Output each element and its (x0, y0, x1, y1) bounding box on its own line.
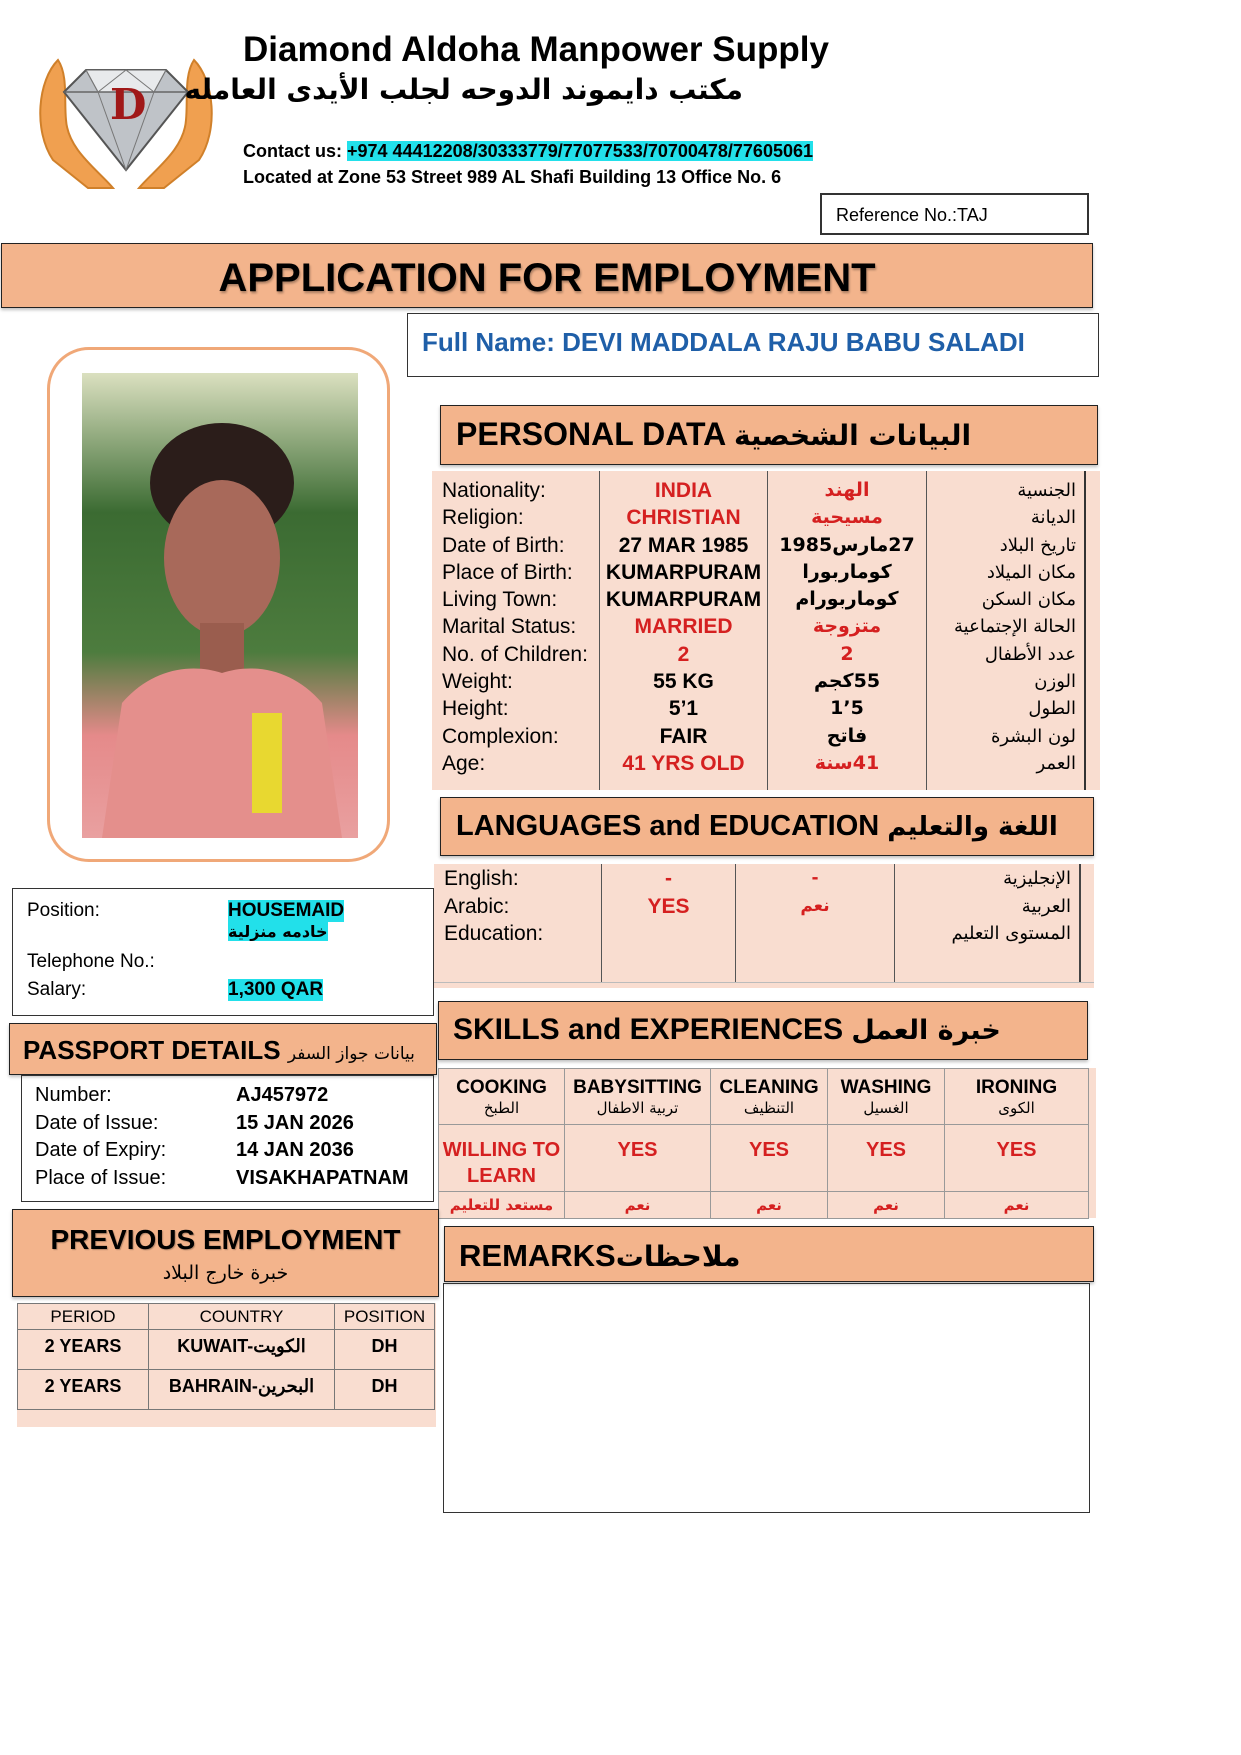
skill-value-arabic-cell (945, 1192, 1089, 1219)
personal-value-arabic: كوماربورام (795, 588, 899, 611)
skill-name-arabic: الغسيل (863, 1098, 909, 1117)
passport-title-arabic: بيانات جواز السفر (287, 1044, 415, 1064)
contact-numbers: +974 44412208/30333779/77077533/70700478/77605061 (347, 141, 813, 161)
previous-employment-title-arabic: خبرة خارج البلاد (162, 1262, 289, 1284)
personal-value: MARRIED (634, 615, 733, 639)
passport-label: Date of Expiry: (35, 1139, 167, 1161)
personal-label: Age: (442, 751, 486, 775)
personal-row (432, 504, 1100, 531)
passport-label: Date of Issue: (35, 1111, 159, 1134)
personal-row (432, 750, 1100, 777)
personal-value-arabic: متزوجة (812, 615, 882, 638)
personal-value: 55 KG (653, 670, 714, 694)
passport-header (9, 1023, 437, 1075)
position-value: HOUSEMAID (228, 900, 345, 921)
personal-label: No. of Children: (442, 642, 588, 666)
remarks-header (444, 1226, 1094, 1282)
skill-heading (439, 1069, 565, 1125)
personal-row (432, 723, 1100, 750)
company-name: Diamond Aldoha Manpower Supply (243, 30, 829, 69)
logo-letters: D (110, 80, 147, 129)
personal-value-arabic: مسيحية (811, 506, 883, 529)
position-value-arabic: خادمه منزلية (228, 922, 328, 941)
remarks-title: REMARKS (459, 1238, 616, 1273)
personal-rows (432, 477, 1100, 777)
language-row (434, 892, 1094, 920)
personal-label-arabic: مكان الميلاد (986, 561, 1076, 583)
personal-label-arabic: العمر (1036, 752, 1076, 774)
skill-value-arabic: نعم (1003, 1196, 1030, 1214)
personal-value: 41 YRS OLD (622, 751, 745, 775)
language-row (434, 919, 1094, 947)
prev-period: 2 YEARS (18, 1330, 149, 1370)
personal-value-arabic: 41سنة (814, 751, 880, 774)
skill-name: IRONING (975, 1076, 1058, 1098)
full-name: Full Name: DEVI MADDALA RAJU BABU SALADI (422, 327, 1025, 357)
passport-value: 15 JAN 2026 (236, 1111, 354, 1134)
personal-label: Height: (442, 697, 509, 721)
personal-value: KUMARPURAM (605, 560, 762, 584)
full-name-box (407, 313, 1099, 377)
office-address: Located at Zone 53 Street 989 AL Shafi Building 13 Office No. 6 (243, 167, 782, 187)
skill-value-arabic-cell (439, 1192, 565, 1219)
language-value-arabic: نعم (800, 895, 830, 916)
personal-value-arabic: 55كجم (813, 670, 881, 693)
language-label: Arabic: (444, 894, 510, 918)
personal-value: FAIR (659, 724, 708, 748)
salary-label: Salary: (27, 979, 87, 1000)
languages-table (434, 864, 1094, 988)
skills-table-wrap (438, 1068, 1096, 1218)
skill-heading (565, 1069, 711, 1125)
position-label: Position: (27, 900, 100, 921)
photo-frame (47, 347, 390, 862)
skills-table (438, 1068, 1089, 1219)
personal-value-arabic: 27مارس1985 (779, 533, 915, 556)
prev-column-header: POSITION (335, 1304, 435, 1330)
personal-label-arabic: لون البشرة (990, 725, 1076, 747)
personal-label-arabic: مكان السكن (981, 589, 1076, 611)
language-value-arabic: - (811, 868, 819, 888)
personal-data-title: PERSONAL DATA (456, 416, 726, 452)
reference-number: Reference No.:TAJ (836, 205, 988, 225)
skill-value-cell (565, 1125, 711, 1192)
prev-position: DH (335, 1330, 435, 1370)
personal-row (432, 668, 1100, 695)
contact-line (243, 141, 813, 162)
personal-label-arabic: عدد الأطفال (984, 643, 1076, 665)
skill-name-arabic: الطبخ (483, 1098, 520, 1117)
passport-title: PASSPORT DETAILS (23, 1035, 281, 1065)
language-label: English: (444, 867, 519, 890)
telephone-label: Telephone No.: (27, 951, 155, 972)
personal-row (432, 613, 1100, 640)
skill-name: COOKING (456, 1076, 547, 1098)
skill-value-cell (945, 1125, 1089, 1192)
languages-header (440, 797, 1094, 856)
language-label: Education: (444, 922, 544, 945)
language-rows (434, 864, 1094, 947)
contact-label: Contact us: (243, 141, 342, 161)
skill-value-cell (439, 1125, 565, 1192)
personal-label-arabic: الديانة (1030, 507, 1076, 529)
personal-label-arabic: تاريخ البلاد (999, 534, 1076, 556)
personal-label: Living Town: (442, 588, 558, 612)
languages-title: LANGUAGES and EDUCATION (456, 810, 880, 842)
prev-country: KUWAIT-الكويت (149, 1330, 335, 1370)
skill-value-arabic: نعم (756, 1196, 782, 1214)
personal-row (432, 586, 1100, 613)
skill-name: BABYSITTING (573, 1076, 702, 1098)
previous-employment-header (12, 1209, 439, 1297)
personal-value: KUMARPURAM (605, 588, 762, 612)
skill-value-arabic: نعم (624, 1196, 651, 1214)
skill-heading (711, 1069, 828, 1125)
personal-label-arabic: الجنسية (1017, 480, 1076, 501)
passport-rows (35, 1081, 425, 1191)
prev-row (18, 1330, 435, 1370)
salary-value: 1,300 QAR (228, 979, 324, 1000)
prev-column-header: COUNTRY (149, 1304, 335, 1330)
prev-row (18, 1370, 435, 1410)
passport-label: Number: (35, 1084, 112, 1106)
skill-name-arabic: الكوى (998, 1098, 1035, 1117)
personal-row (432, 559, 1100, 586)
personal-label: Complexion: (442, 724, 559, 748)
skill-name-arabic: تربية الاطفال (596, 1098, 679, 1117)
personal-value-arabic: 5’1 (830, 697, 864, 720)
personal-label-arabic: الحالة الإجتماعية (954, 616, 1076, 638)
passport-label: Place of Issue: (35, 1166, 167, 1189)
language-value: - (665, 867, 672, 890)
personal-row (432, 477, 1100, 504)
prev-position: DH (335, 1370, 435, 1410)
personal-label: Date of Birth: (442, 533, 565, 557)
passport-row (35, 1081, 425, 1109)
personal-value-arabic: كوماربورا (802, 560, 892, 583)
skill-value-cell (828, 1125, 945, 1192)
personal-row (432, 532, 1100, 559)
personal-label-arabic: الطول (1028, 698, 1076, 720)
passport-row (35, 1109, 425, 1137)
personal-data-header (440, 405, 1098, 465)
language-label-arabic: المستوى التعليم (951, 923, 1071, 944)
personal-value: 2 (677, 642, 690, 666)
personal-value: CHRISTIAN (626, 506, 741, 530)
position-box (12, 888, 434, 1016)
skill-value-arabic-cell (828, 1192, 945, 1219)
passport-row (35, 1136, 425, 1164)
company-logo (28, 30, 224, 192)
personal-data-table (432, 471, 1100, 790)
skill-heading (828, 1069, 945, 1125)
personal-label: Marital Status: (442, 615, 577, 639)
skill-value: YES (617, 1139, 658, 1161)
skill-value-arabic-cell (711, 1192, 828, 1219)
skill-value: YES (865, 1139, 907, 1161)
personal-row (432, 695, 1100, 722)
language-label-arabic: الإنجليزية (1003, 868, 1071, 889)
personal-value-arabic: 2 (840, 642, 854, 665)
previous-employment-table (17, 1303, 435, 1410)
languages-title-arabic: اللغة والتعليم (887, 812, 1058, 842)
skill-name: CLEANING (719, 1076, 819, 1098)
personal-value: 27 MAR 1985 (618, 533, 749, 557)
skills-title-arabic: خبرة العمل (851, 1015, 1001, 1046)
passport-row (35, 1164, 425, 1192)
personal-value-arabic: الهند (824, 479, 870, 501)
language-label-arabic: العربية (1021, 895, 1071, 917)
remarks-box (443, 1283, 1090, 1513)
personal-label: Religion: (442, 506, 524, 530)
personal-data-title-arabic: البيانات الشخصية (733, 419, 972, 452)
prev-column-header: PERIOD (18, 1304, 149, 1330)
personal-label: Weight: (442, 670, 513, 694)
skill-name-arabic: التنظيف (743, 1098, 795, 1117)
application-title-bar (1, 243, 1093, 308)
skills-title: SKILLS and EXPERIENCES (453, 1013, 844, 1046)
personal-label: Nationality: (442, 479, 546, 502)
personal-value-arabic: فاتح (826, 724, 868, 747)
skill-value-arabic: نعم (873, 1196, 899, 1214)
personal-value: INDIA (654, 479, 713, 502)
passport-value: AJ457972 (236, 1084, 329, 1106)
passport-value: VISAKHAPATNAM (236, 1166, 409, 1189)
skill-value-arabic-cell (565, 1192, 711, 1219)
prev-period: 2 YEARS (18, 1370, 149, 1410)
personal-label: Place of Birth: (442, 560, 573, 584)
skills-header (438, 1001, 1088, 1060)
skill-value: YES (748, 1139, 790, 1161)
personal-value: 5’1 (668, 697, 699, 721)
applicant-photo (82, 373, 358, 838)
personal-row (432, 641, 1100, 668)
language-row (434, 864, 1094, 892)
previous-employment-table-wrap (17, 1303, 436, 1427)
skill-name: WASHING (840, 1076, 932, 1098)
skill-value: YES (996, 1139, 1037, 1161)
passport-box (21, 1075, 434, 1202)
previous-employment-title: PREVIOUS EMPLOYMENT (50, 1224, 401, 1255)
personal-label-arabic: الوزن (1034, 671, 1076, 693)
passport-value: 14 JAN 2036 (236, 1139, 354, 1161)
skill-value-arabic: مستعد للتعليم (449, 1196, 554, 1214)
remarks-title-arabic: ملاحظات (615, 1240, 741, 1273)
skill-heading (945, 1069, 1089, 1125)
prev-country: BAHRAIN-البحرين (149, 1370, 335, 1410)
skill-value-cell (711, 1125, 828, 1192)
reference-box (820, 193, 1089, 235)
page-title: APPLICATION FOR EMPLOYMENT (218, 256, 876, 300)
skill-value: WILLING TO LEARN (442, 1139, 561, 1187)
company-name-arabic: مكتب دايموند الدوحه لجلب الأيدى العامله (184, 73, 743, 106)
language-value: YES (647, 894, 690, 918)
